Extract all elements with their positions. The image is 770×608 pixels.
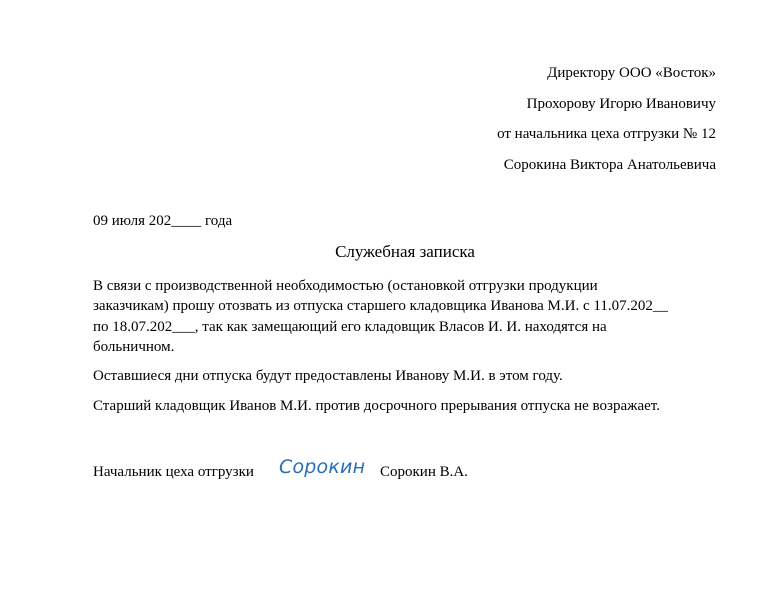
addressee-director: Директору ООО «Восток»: [547, 65, 716, 81]
document-title: Служебная записка: [335, 242, 475, 261]
addressee-name: Прохорову Игорю Ивановичу: [526, 95, 716, 112]
memo-body: [93, 276, 723, 414]
addressee-block: [497, 58, 716, 180]
paragraph-line: больничном.: [93, 338, 175, 355]
paragraph-remaining-days: Оставшиеся дни отпуска будут предоставлены Иванову М.И. в этом году.: [93, 368, 563, 384]
signer-position: Начальник цеха отгрузки: [93, 464, 254, 480]
signer-name: Сорокин В.А.: [380, 464, 468, 480]
sender-position: от начальника цеха отгрузки № 12: [497, 126, 716, 142]
handwritten-signature: Сорокин: [279, 456, 366, 478]
paragraph-recall-request: [93, 276, 723, 357]
paragraph-line: заказчикам) прошу отозвать из отпуска старшего кладовщика Иванова М.И. с 11.07.202__: [93, 298, 668, 315]
paragraph-line: по 18.07.202___, так как замещающий его кладовщик Власов И. И. находятся на: [93, 318, 607, 335]
sender-name: Сорокина Виктора Анатольевича: [503, 156, 716, 173]
memo-date: 09 июля 202____ года: [93, 213, 233, 229]
paragraph-line: В связи с производственной необходимостью (остановкой отгрузки продукции: [93, 278, 598, 294]
paragraph-consent: Старший кладовщик Иванов М.И. против досрочного прерывания отпуска не возражает.: [93, 398, 660, 414]
